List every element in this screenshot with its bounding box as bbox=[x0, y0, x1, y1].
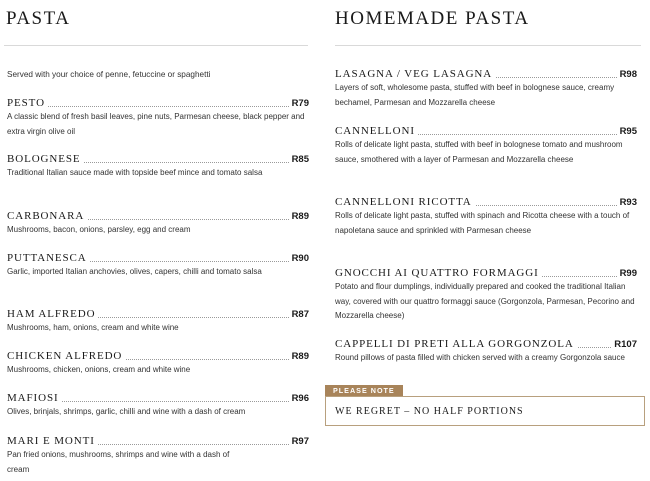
menu-item-cannelloni bbox=[335, 124, 637, 167]
item-description: Mushrooms, bacon, onions, parsley, egg and cream bbox=[7, 225, 191, 234]
menu-item-mafiosi bbox=[7, 391, 309, 420]
item-price: R87 bbox=[291, 309, 309, 320]
item-description: Traditional Italian sauce made with topside beef mince and tomato salsa bbox=[7, 168, 263, 177]
item-name: BOLOGNESE bbox=[7, 153, 84, 165]
item-price: R93 bbox=[619, 197, 637, 208]
item-price: R89 bbox=[291, 211, 309, 222]
menu-item-puttanesca bbox=[7, 251, 309, 280]
dot-leader bbox=[7, 106, 309, 107]
section-divider bbox=[335, 45, 641, 46]
item-description: Rolls of delicate light pasta, stuffed with spinach and Ricotta cheese with a touch of napoletana sauce and sprinkled with Parmesan cheese bbox=[335, 211, 630, 235]
item-description: Layers of soft, wholesome pasta, stuffed with beef in bolognese sauce, creamy bechamel, Parmesan and Mozzarella cheese bbox=[335, 83, 615, 107]
section-title-homemade-pasta: HOMEMADE PASTA bbox=[335, 8, 530, 29]
item-price: R89 bbox=[291, 351, 309, 362]
note-box bbox=[325, 396, 645, 426]
item-name: CARBONARA bbox=[7, 210, 87, 222]
item-price: R99 bbox=[619, 268, 637, 279]
item-name: HAM ALFREDO bbox=[7, 308, 98, 320]
item-description: Mushrooms, chicken, onions, cream and white wine bbox=[7, 365, 191, 374]
item-price: R97 bbox=[291, 436, 309, 447]
section-title-pasta: PASTA bbox=[6, 8, 71, 29]
item-price: R98 bbox=[619, 69, 637, 80]
item-name: LASAGNA / VEG LASAGNA bbox=[335, 68, 495, 80]
menu-item-carbonara bbox=[7, 209, 309, 238]
item-description: Rolls of delicate light pasta, stuffed with beef in bolognese tomato and mushroom sauce, smothered with a layer of Parmesan and Mozzarella cheese bbox=[335, 140, 623, 164]
menu-item-chicken-alfredo bbox=[7, 349, 309, 378]
item-price: R85 bbox=[291, 154, 309, 165]
item-name: CANNELLONI RICOTTA bbox=[335, 196, 475, 208]
menu-item-gnocchi bbox=[335, 266, 637, 324]
menu-item-mari-e-monti bbox=[7, 434, 309, 477]
item-price: R96 bbox=[291, 393, 309, 404]
pasta-intro: Served with your choice of penne, fetuccine or spaghetti bbox=[7, 70, 211, 79]
item-name: CHICKEN ALFREDO bbox=[7, 350, 125, 362]
item-price: R90 bbox=[291, 253, 309, 264]
item-name: MAFIOSI bbox=[7, 392, 62, 404]
item-name: PUTTANESCA bbox=[7, 252, 90, 264]
item-description: Mushrooms, ham, onions, cream and white wine bbox=[7, 323, 179, 332]
please-note-badge: PLEASE NOTE bbox=[325, 385, 403, 397]
menu-item-lasagna bbox=[335, 67, 637, 110]
menu-item-ham-alfredo bbox=[7, 307, 309, 336]
menu-item-cannelloni-ricotta bbox=[335, 195, 637, 238]
item-description: Potato and flour dumplings, individually prepared and cooked the traditional Italian way, covered with our quattro formaggi sauce (Gorgonzola, Parmesan, Pecorino and Mozzarella cheese) bbox=[335, 282, 635, 320]
menu-item-cappelli-di-preti bbox=[335, 337, 637, 366]
item-name: PESTO bbox=[7, 97, 48, 109]
item-name: MARI E MONTI bbox=[7, 435, 98, 447]
item-name: CAPPELLI DI PRETI ALLA GORGONZOLA bbox=[335, 338, 577, 350]
item-price: R107 bbox=[614, 339, 637, 350]
section-divider bbox=[4, 45, 308, 46]
menu-item-bolognese bbox=[7, 152, 309, 181]
item-description: Garlic, imported Italian anchovies, olives, capers, chilli and tomato salsa bbox=[7, 267, 262, 276]
item-price: R79 bbox=[291, 98, 309, 109]
item-description: Olives, brinjals, shrimps, garlic, chilli and wine with a dash of cream bbox=[7, 407, 246, 416]
menu-item-pesto bbox=[7, 96, 309, 139]
item-name: GNOCCHI AI QUATTRO FORMAGGI bbox=[335, 267, 542, 279]
item-description: A classic blend of fresh basil leaves, pine nuts, Parmesan cheese, black pepper and extra virgin olive oil bbox=[7, 112, 305, 136]
item-description: Pan fried onions, mushrooms, shrimps and wine with a dash of cream bbox=[7, 450, 230, 474]
item-description: Round pillows of pasta filled with chicken served with a creamy Gorgonzola sauce bbox=[335, 353, 625, 362]
item-name: CANNELLONI bbox=[335, 125, 418, 137]
item-price: R95 bbox=[619, 126, 637, 137]
note-text: WE REGRET – NO HALF PORTIONS bbox=[335, 406, 524, 417]
